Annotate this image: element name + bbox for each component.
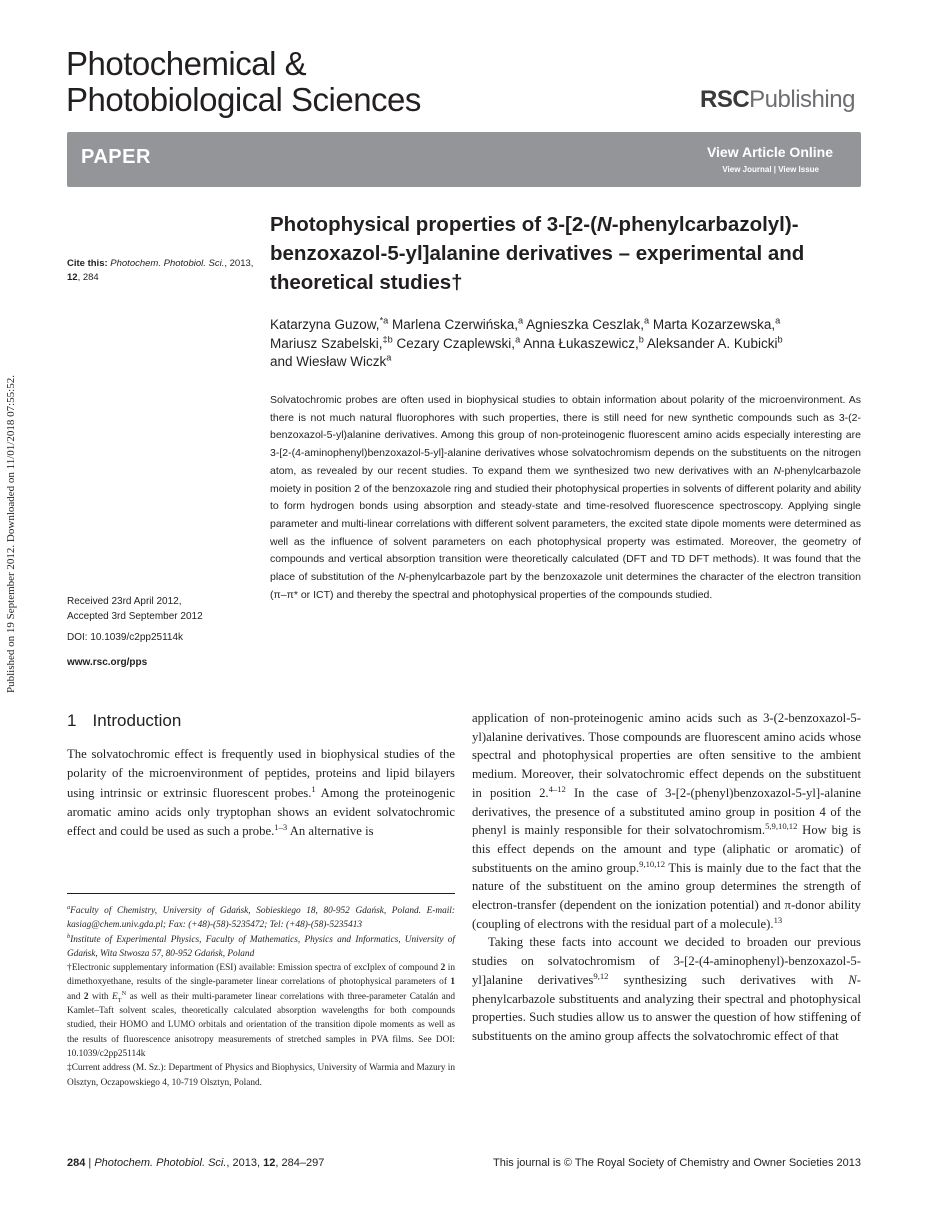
author-affiliation-mark: a [518, 315, 524, 326]
website-link[interactable]: www.rsc.org/pps [67, 657, 148, 668]
view-links [722, 165, 819, 174]
section-heading [67, 711, 181, 731]
body-text: Taking these facts into account we decided to broaden our previous studies on solvatochromism of 3-[2-(4-aminophenyl)-benzoxazol-5-yl]alanine derivatives [472, 935, 861, 987]
article-banner [67, 132, 861, 187]
received-date: Received 23rd April 2012, [67, 596, 182, 607]
reference-link[interactable]: 5,9,10,12 [765, 820, 798, 831]
footnote-text: Faculty of Chemistry, University of Gdańsk, Sobieskiego 18, 80-952 Gdańsk, Poland. E-mail: kasiag@chem.univ.gda.pl; Fax: (+48)-(58)-5235472; Tel: (+48)-(58)-5235413 [67, 906, 455, 931]
section-title: Introduction [92, 711, 182, 730]
page-number: 284 [67, 1157, 86, 1169]
footnote-text: †Electronic supplementary information (ESI) available: Emission spectra of excIplex of compound [67, 963, 441, 974]
intro-paragraph [472, 709, 861, 933]
doi[interactable]: DOI: 10.1039/c2pp25114k [67, 632, 184, 643]
article-title [270, 210, 870, 297]
author-affiliation-mark: *a [379, 315, 389, 326]
citation [67, 257, 262, 285]
author-affiliation-mark: b [777, 334, 783, 344]
compound-number: 2 [440, 963, 446, 974]
author-name[interactable]: Cezary Czaplewski, [396, 335, 516, 351]
footnote-text: Institute of Experimental Physics, Faculty of Mathematics, Physics and Informatics, University of Gdańsk, Wita Stwosza 57, 80-952 Gdańsk, Poland [67, 934, 455, 959]
abstract-italic: N [773, 464, 782, 477]
author-affiliation-mark: a [775, 315, 781, 326]
body-text: An alternative is [287, 824, 374, 839]
footnote-mark: a [67, 903, 71, 911]
abstract-text: Solvatochromic probes are often used in biophysical studies to obtain information about polarity of the microenvironment. As there is not much natural fluorophores with such properties, there is still need for new synthetic compounds such as 3-(2-benzoxazol-5-yl)alanine derivatives. Among this group of non-proteinogenic fluorescent amino acids especially interesting are 3-[2-(4-aminophenyl)benzoxazol-5-yl]-alanine derivatives whose solvatochromism depends on the substituents on the nitrogen atom, as revealed by our recent studies. To expand them we synthesized two new derivatives with an [270, 394, 861, 477]
reference-link[interactable]: 9,12 [593, 970, 609, 981]
accepted-date: Accepted 3rd September 2012 [67, 611, 203, 622]
body-text: synthesizing such derivatives with [608, 972, 849, 987]
publisher-logo-light: Publishing [749, 86, 855, 113]
author-name[interactable]: Anna Łukaszewicz, [523, 335, 639, 351]
compound-number: 1 [450, 977, 455, 988]
publication-sidebar: Published on 19 September 2012. Downloaded on 11/01/2018 07:55:52. [5, 375, 17, 693]
view-article-online-link[interactable]: View Article Online [706, 144, 833, 160]
cite-pages: , 284 [77, 272, 99, 283]
page-footer-left [67, 1157, 324, 1169]
body-text: The solvatochromic effect is frequently used in biophysical studies of the polarity of the microenvironment of peptides, proteins and lipid bilayers using intrinsic or extrinsic fluorescent probes. [67, 747, 455, 800]
journal-title-line2: Photobiological Sciences [66, 81, 421, 118]
footnote-text: and [67, 991, 84, 1002]
footnote-symbol-sub: T [117, 996, 122, 1004]
cite-volume: 12 [67, 272, 78, 283]
author-name[interactable]: Marta Kozarzewska, [652, 317, 776, 332]
reference-link[interactable]: 4–12 [548, 783, 566, 794]
author-affiliation-mark: a [515, 334, 521, 344]
footnote-symbol: E [112, 991, 118, 1002]
article-type: PAPER [81, 146, 151, 168]
footnote-text: with [88, 991, 113, 1002]
author-name[interactable]: Agnieszka Ceszlak, [526, 317, 644, 332]
view-issue-link[interactable]: View Issue [778, 165, 819, 174]
journal-title [66, 46, 586, 118]
footnote-affiliation-a [67, 904, 455, 933]
footer-pages: , 284–297 [275, 1157, 325, 1169]
title-part: -phenylcarbazolyl)-benzoxazol-5-yl]alanine derivatives – experimental and theoretical studies [270, 213, 805, 294]
body-text: This is mainly due to the fact that the nature of the substituent on the amino group determines the strength of electron-transfer (dependent on the ionization potential) and π-donor ability (coupling of electrons with the residual part of a molecule). [472, 860, 861, 931]
intro-paragraph [472, 933, 861, 1045]
publisher-logo-bold: RSC [700, 86, 750, 113]
author-name[interactable]: and Wiesław Wiczk [270, 354, 387, 369]
footer-volume: 12 [263, 1157, 276, 1169]
body-text: In the case of 3-[2-(phenyl)benzoxazol-5-yl]-alanine derivatives, the presence of a substituted amino group in position 4 of the phenyl is mainly responsible for their solvatochromism. [472, 785, 862, 838]
journal-title-line1: Photochemical & [66, 45, 307, 82]
reference-link[interactable]: 1–3 [274, 821, 288, 832]
view-journal-link[interactable]: View Journal [722, 165, 772, 174]
footer-year: , 2013, [226, 1157, 264, 1169]
body-text: application of non-proteinogenic amino acids such as 3-(2-benzoxazol-5-yl)alanine derivatives. Those compounds are fluorescent amino acids whose spectral and photophysical properties are often sensitive to the ambient medium. Moreover, their solvatochromic effect depends on the substituent in position 2. [472, 711, 861, 800]
cite-year: , 2013, [224, 258, 254, 269]
footnote-symbol-sup: N [121, 989, 127, 997]
page-footer-right: This journal is © The Royal Society of Chemistry and Owner Societies 2013 [492, 1157, 861, 1169]
footnote-text: as well as their multi-parameter linear correlations with three-parameter Catalán and Kamlet–Taft solvent scales, theoretically calculated absorption wavelengths for both compounds studied, their HOMO and LUMO orbitals and orientation of the transition dipole moments as well as the results of fluorescence anisotropy measurements of stretched samples in PVA films. See DOI: 10.1039/c2pp25114k [67, 991, 456, 1059]
author-list [270, 316, 870, 372]
publisher-logo[interactable] [700, 86, 855, 114]
footnote-esi [67, 961, 455, 1061]
cite-journal: Photochem. Photobiol. Sci. [110, 258, 225, 269]
view-links-separator: | [771, 165, 779, 174]
body-text: -phenylcarbazole substituents and analyzing their spectral and photophysical properties. Such studies allow us to answer the question of how stiffening of substituents on the amino group affects the solvatochromic effect of that [472, 972, 861, 1043]
title-dagger[interactable]: † [451, 271, 463, 294]
author-name[interactable]: Mariusz Szabelski, [270, 335, 383, 351]
intro-right-column [472, 709, 861, 1046]
footnote-mark: b [67, 932, 71, 940]
author-name[interactable]: Aleksander A. Kubicki [646, 335, 778, 351]
reference-link[interactable]: 1 [311, 783, 316, 794]
title-part: Photophysical properties of 3-[2-( [270, 213, 597, 236]
cite-label: Cite this: [67, 258, 108, 269]
author-name[interactable]: Marlena Czerwińska, [392, 317, 519, 332]
footnote-text: in dimethoxyethane, results of the single-parameter linear correlations of photophysical parameters of [67, 963, 455, 988]
author-name[interactable]: Katarzyna Guzow, [270, 317, 380, 332]
body-italic: N [848, 972, 857, 987]
footer-separator: | [85, 1157, 95, 1169]
abstract-text: -phenylcarbazole part by the benzoxazole unit determines the character of the electron transition (π–π* or ICT) and thereby the spectral and photophysical properties of the compounds studied. [270, 571, 861, 601]
author-affiliation-mark: a [386, 352, 392, 363]
compound-number: 2 [83, 991, 89, 1002]
footnote-divider [67, 893, 455, 894]
author-affiliation-mark: ‡b [382, 334, 393, 344]
footer-journal: Photochem. Photobiol. Sci. [94, 1157, 227, 1169]
section-number: 1 [67, 711, 77, 730]
footnote-current-address: ‡Current address (M. Sz.): Department of Physics and Biophysics, University of Warmia and Mazury in Olsztyn, Oczapowskiego 4, 10-719 Olsztyn, Poland. [67, 1063, 455, 1088]
title-italic-n: N [596, 213, 612, 236]
footnote-affiliation-b [67, 933, 455, 962]
abstract [270, 392, 861, 604]
abstract-text: -phenylcarbazole moiety in position 2 of the benzoxazole ring and studied their photophysical properties in solvents of different polarity and ability to form hydrogen bonds using absorption and steady-state and time-resolved fluorescence spectroscopy. Applying single parameter and multi-linear correlations with different solvent parameters, the excited state dipole moments were determined as well as the influence of solvent parameters on each photophysical property was estimated. Moreover, the geometry of compounds and vertical absorption transition were theoretically calculated (DFT and TD DFT methods). It was found that the place of substitution of the [270, 464, 861, 584]
body-text: Among the proteinogenic aromatic amino acids only tryptophan shows an evident solvatochromic effect and could be used as such a probe. [67, 785, 455, 839]
abstract-italic: N [397, 571, 406, 584]
intro-left-column [67, 745, 455, 841]
footnotes [67, 904, 455, 1090]
reference-link[interactable]: 9,10,12 [639, 858, 666, 869]
author-affiliation-mark: a [643, 315, 650, 326]
dates [67, 594, 262, 624]
body-text: How big is this effect depends on the amount and type (aliphatic or aromatic) of substituents on the amino group. [472, 823, 861, 875]
reference-link[interactable]: 13 [773, 914, 783, 925]
author-affiliation-mark: b [638, 334, 644, 344]
